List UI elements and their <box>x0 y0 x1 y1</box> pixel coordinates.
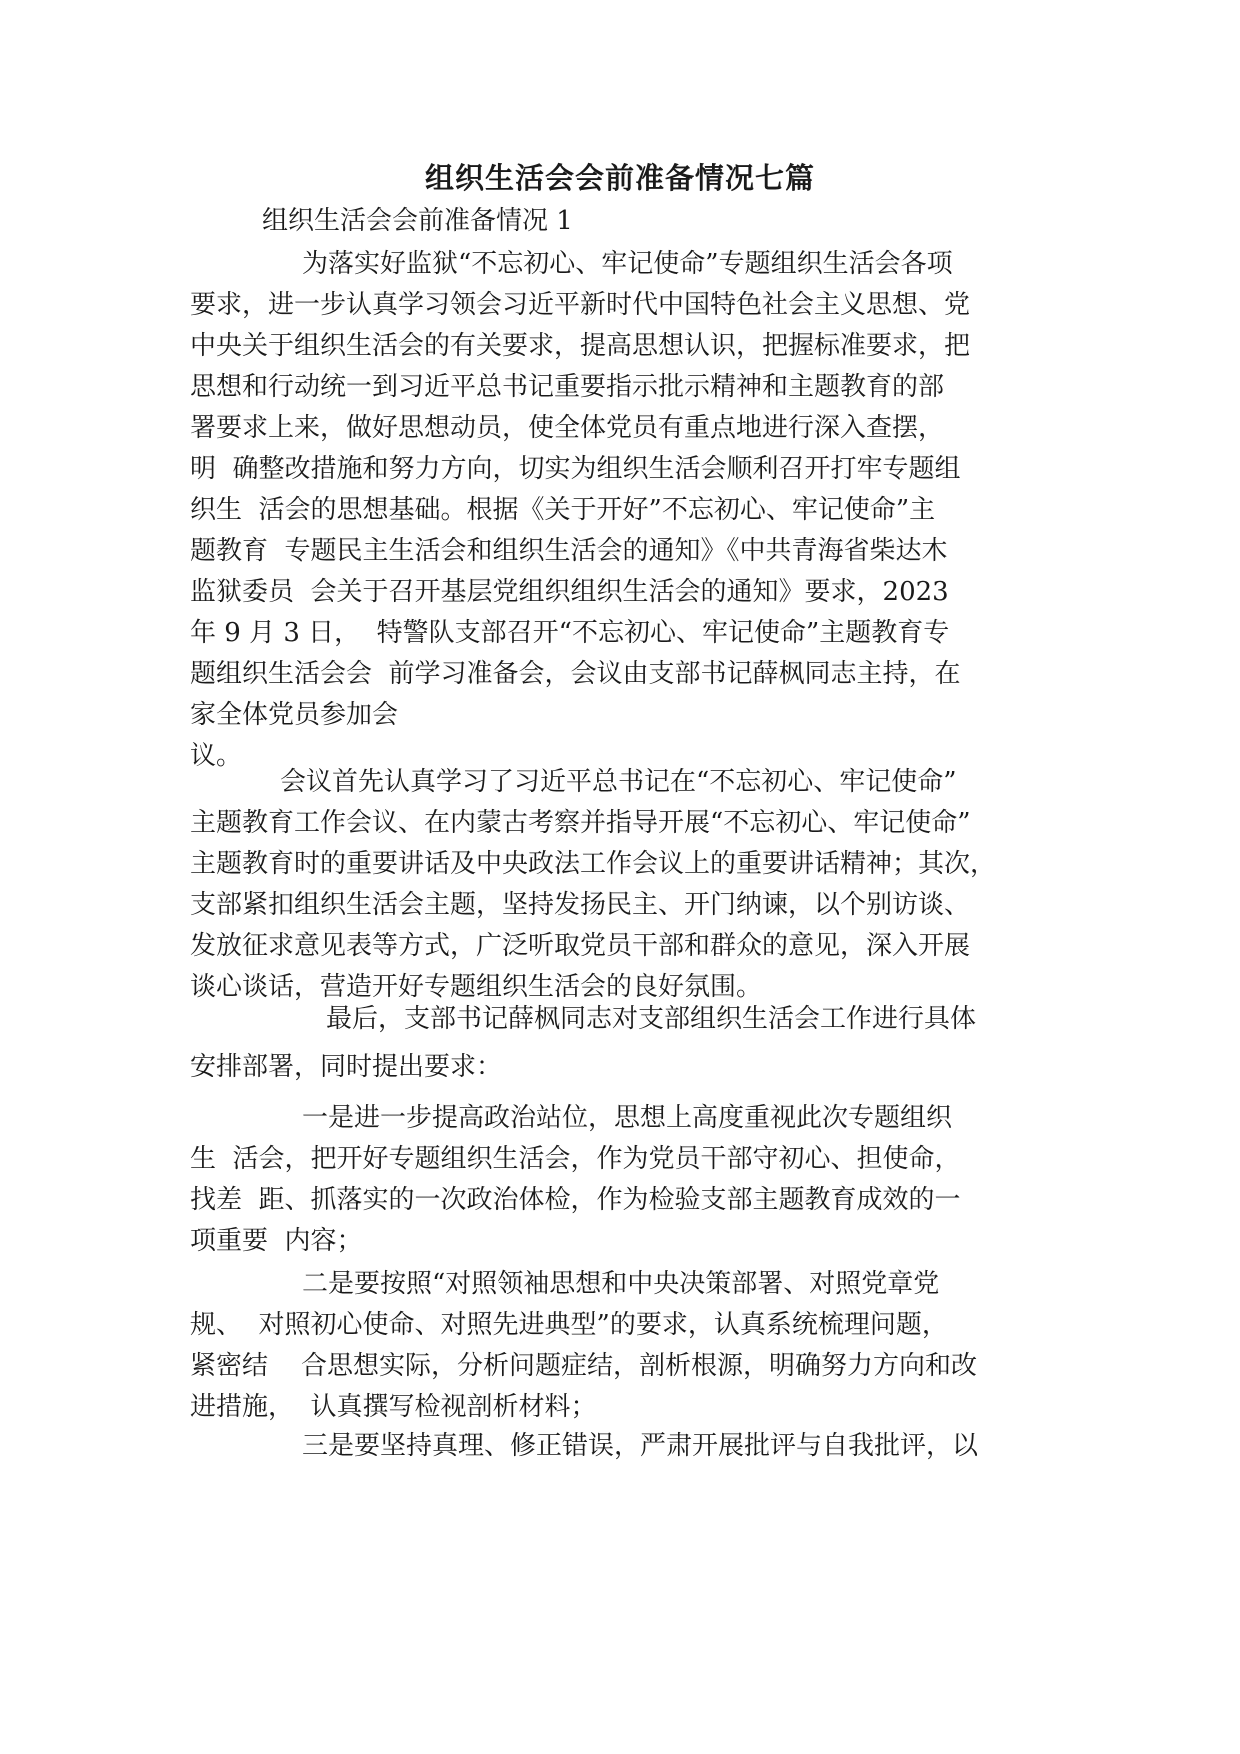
paragraph-line: 题教育 专题民主生活会和组织生活会的通知》《中共青海省柴达木 <box>190 536 948 566</box>
paragraph-line: 主题教育时的重要讲话及中央政法工作会议上的重要讲话精神；其次， <box>190 849 997 879</box>
paragraph-line: 署要求上来，做好思想动员，使全体党员有重点地进行深入查摆， <box>190 413 945 443</box>
paragraph-line: 明 确整改措施和努力方向，切实为组织生活会顺利召开打牢专题组 <box>190 454 961 484</box>
paragraph-line: 三是要坚持真理、修正错误，严肃开展批评与自我批评，以 <box>302 1431 979 1461</box>
paragraph-4 <box>190 1098 1070 1262</box>
paragraph-line: 最后，支部书记薛枫同志对支部组织生活会工作进行具体 <box>326 1004 977 1034</box>
paragraph-line: 紧密结 合思想实际，分析问题症结，剖析根源，明确努力方向和改 <box>190 1351 978 1381</box>
paragraph-1 <box>190 244 1070 777</box>
paragraph-line: 年 9 月 3 日， 特警队支部召开“不忘初心、牢记使命”主题教育专 <box>190 618 950 648</box>
paragraph-line: 主题教育工作会议、在内蒙古考察并指导开展“不忘初心、牢记使命” <box>190 808 971 838</box>
paragraph-line: 找差 距、抓落实的一次政治体检，作为检验支部主题教育成效的一 <box>190 1185 961 1215</box>
paragraph-line: 会议首先认真学习了习近平总书记在“不忘初心、牢记使命” <box>280 767 957 797</box>
paragraph-line: 中央关于组织生活会的有关要求，提高思想认识，把握标准要求，把 <box>190 331 971 361</box>
paragraph-line: 支部紧扣组织生活会主题，坚持发扬民主、开门纳谏，以个别访谈、 <box>190 890 971 920</box>
paragraph-line: 要求，进一步认真学习领会习近平新时代中国特色社会主义思想、党 <box>190 290 971 320</box>
paragraph-line: 安排部署，同时提出要求： <box>190 1052 503 1082</box>
paragraph-line: 家全体党员参加会 <box>190 700 399 730</box>
paragraph-3 <box>190 999 1070 1088</box>
paragraph-line: 生 活会，把开好专题组织生活会，作为党员干部守初心、担使命， <box>190 1144 961 1174</box>
paragraph-line: 议。 <box>190 741 243 771</box>
paragraph-line: 监狱委员 会关于召开基层党组织组织生活会的通知》要求，2023 <box>190 577 949 607</box>
paragraph-line: 规、 对照初心使命、对照先进典型”的要求，认真系统梳理问题， <box>190 1310 948 1340</box>
paragraph-line: 二是要按照“对照领袖思想和中央决策部署、对照党章党 <box>302 1269 940 1299</box>
paragraph-6 <box>190 1426 1070 1467</box>
paragraph-5 <box>190 1264 1070 1428</box>
paragraph-line: 题组织生活会会 前学习准备会，会议由支部书记薛枫同志主持，在 <box>190 659 961 689</box>
paragraph-line: 思想和行动统一到习近平总书记重要指示批示精神和主题教育的部 <box>190 372 945 402</box>
paragraph-line: 织生 活会的思想基础。根据《关于开好”不忘初心、牢记使命”主 <box>190 495 936 525</box>
paragraph-2 <box>190 762 1070 1008</box>
paragraph-line: 项重要 内容； <box>190 1226 363 1256</box>
paragraph-line: 为落实好监狱“不忘初心、牢记使命”专题组织生活会各项 <box>302 249 953 279</box>
paragraph-line: 发放征求意见表等方式，广泛听取党员干部和群众的意见，深入开展 <box>190 931 971 961</box>
paragraph-line: 一是进一步提高政治站位，思想上高度重视此次专题组织 <box>302 1103 953 1133</box>
paragraph-line: 谈心谈话，营造开好专题组织生活会的良好氛围。 <box>190 972 763 1002</box>
section-heading: 组织生活会会前准备情况 1 <box>262 206 573 236</box>
paragraph-line: 进措施， 认真撰写检视剖析材料； <box>190 1392 597 1422</box>
document-title: 组织生活会会前准备情况七篇 <box>424 161 815 195</box>
